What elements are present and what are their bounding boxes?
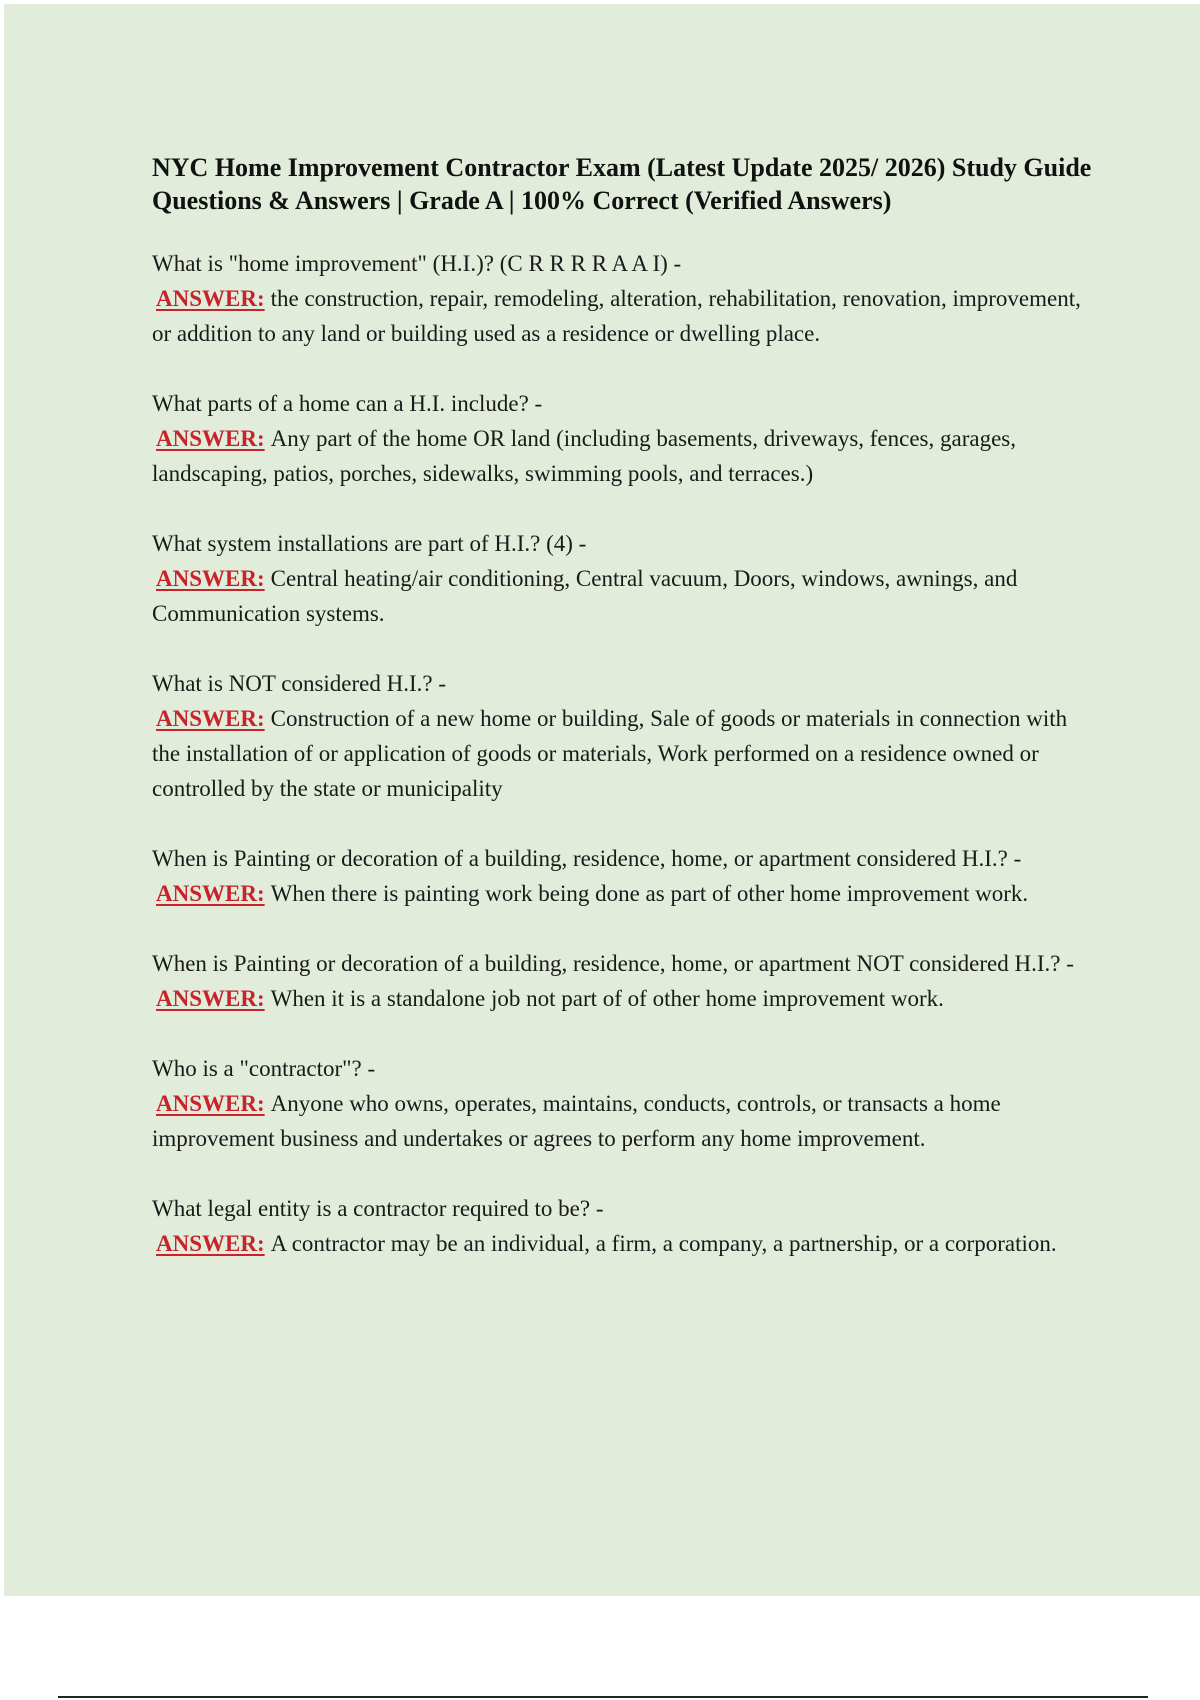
answer-label: ANSWER: [156,566,265,591]
question-text: What is "home improvement" (H.I.)? (C R R R R A A I) - [152,251,682,276]
qa-item [152,386,1097,491]
question-text: Who is a "contractor"? - [152,1056,376,1081]
answer-text: Anyone who owns, operates, maintains, conducts, controls, or transacts a home improvement business and undertakes or agrees to perform any home improvement. [152,1091,1001,1151]
document-page [4,4,1200,1596]
qa-item [152,946,1097,1016]
qa-item [152,1051,1097,1156]
answer-text: the construction, repair, remodeling, alteration, rehabilitation, renovation, improvement, or addition to any land or building used as a residence or dwelling place. [152,286,1081,346]
answer-text: Any part of the home OR land (including basements, driveways, fences, garages, landscaping, patios, porches, sidewalks, swimming pools, and terraces.) [152,426,1016,486]
answer-text: When there is painting work being done as part of other home improvement work. [270,881,1029,906]
question-text: What legal entity is a contractor required to be? - [152,1196,604,1221]
answer-text: A contractor may be an individual, a firm, a company, a partnership, or a corporation. [270,1231,1057,1256]
question-text: What system installations are part of H.I.? (4) - [152,531,587,556]
answer-text: Construction of a new home or building, Sale of goods or materials in connection with the installation of or application of goods or materials, Work performed on a residence owned or controlled by the state or municipality [152,706,1068,801]
answer-label: ANSWER: [156,706,265,731]
question-text: When is Painting or decoration of a building, residence, home, or apartment NOT considered H.I.? - [152,951,1074,976]
question-text: What parts of a home can a H.I. include? - [152,391,543,416]
question-text: What is NOT considered H.I.? - [152,671,447,696]
qa-item [152,666,1097,806]
answer-label: ANSWER: [156,881,265,906]
answer-text: When it is a standalone job not part of of other home improvement work. [270,986,944,1011]
question-text: When is Painting or decoration of a building, residence, home, or apartment considered H.I.? - [152,846,1022,871]
answer-label: ANSWER: [156,286,265,311]
answer-label: ANSWER: [156,1231,265,1256]
answer-text: Central heating/air conditioning, Central vacuum, Doors, windows, awnings, and Communication systems. [152,566,1018,626]
footer-divider [58,1696,1148,1698]
qa-item [152,526,1097,631]
document-title: NYC Home Improvement Contractor Exam (Latest Update 2025/ 2026) Study Guide Questions & Answers | Grade A | 100% Correct (Verified Answers) [152,153,1092,215]
qa-item [152,1191,1097,1261]
answer-label: ANSWER: [156,1091,265,1116]
qa-item [152,246,1097,351]
answer-label: ANSWER: [156,426,265,451]
qa-item [152,841,1097,911]
answer-label: ANSWER: [156,986,265,1011]
document-content [152,151,1097,1296]
